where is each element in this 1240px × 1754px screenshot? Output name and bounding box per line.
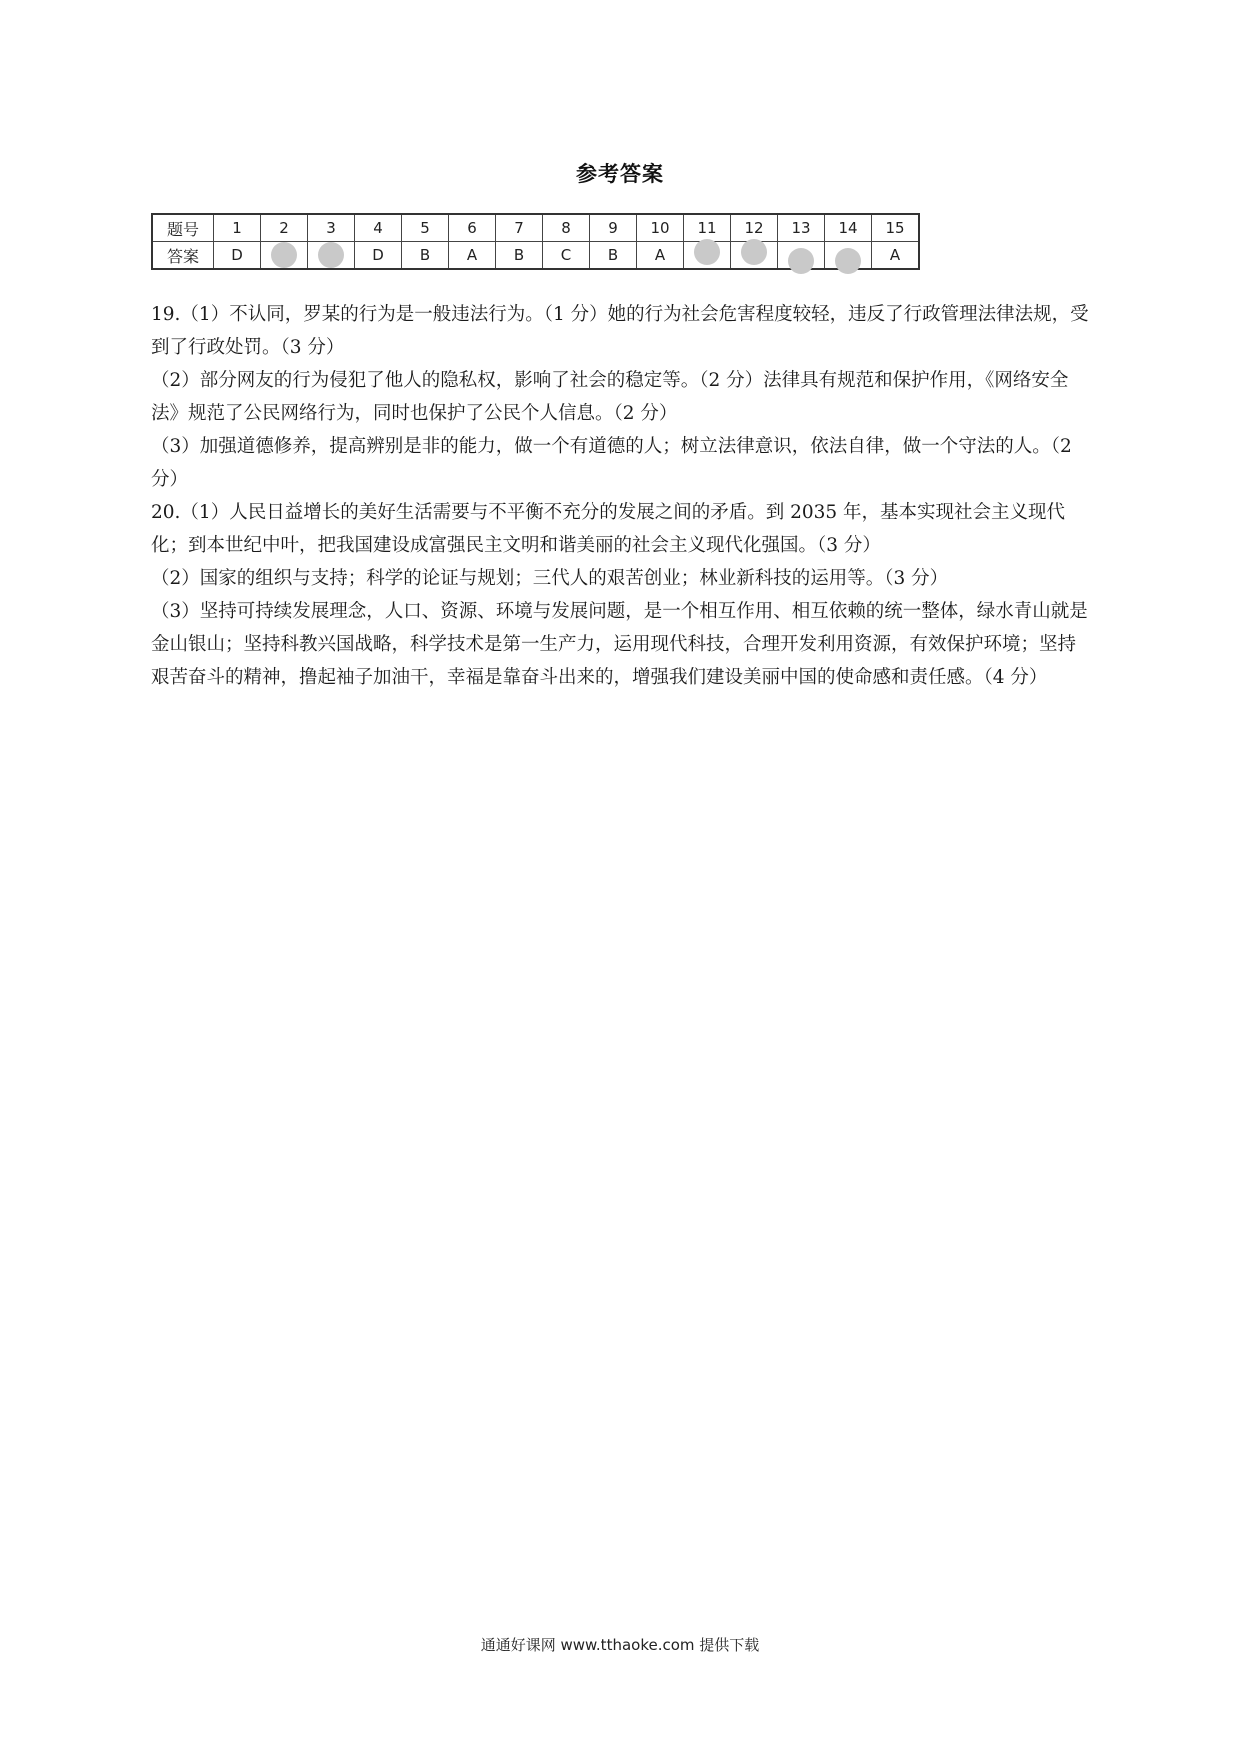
obscured-mark [318,242,344,268]
answer-cell-obscured [731,242,778,270]
question-number: 6 [449,214,496,242]
question-number-row [152,214,919,242]
row-label-number: 题号 [152,214,214,242]
answer-paragraph-19-3: （3）加强道德修养，提高辨别是非的能力，做一个有道德的人；树立法律意识，依法自律，做一个守法的人。（2 分） [151,436,1072,490]
question-number: 8 [543,214,590,242]
question-number: 4 [355,214,402,242]
obscured-mark [788,248,814,274]
answer-cell-obscured [308,242,355,270]
obscured-mark [694,239,720,265]
answer-content [151,298,1089,694]
answer-row [152,242,919,270]
answer-paragraph-20-3: （3）坚持可持续发展理念，人口、资源、环境与发展问题，是一个相互作用、相互依赖的统一整体，绿水青山就是金山银山；坚持科教兴国战略，科学技术是第一生产力，运用现代科技，合理开发利用资源，有效保护环境；坚持艰苦奋斗的精神，撸起袖子加油干，幸福是靠奋斗出来的，增强我们建设美丽中国的使命感和责任感。（4 分） [151,601,1088,688]
question-number: 1 [214,214,261,242]
page-title: 参考答案 [576,162,664,186]
question-number: 13 [778,214,825,242]
answer-cell: B [496,242,543,270]
answer-cell: B [402,242,449,270]
answer-cell: B [590,242,637,270]
answer-cell-obscured [684,242,731,270]
answer-cell-obscured [261,242,308,270]
obscured-mark [835,248,861,274]
question-number: 7 [496,214,543,242]
answer-paragraph-19-1: 19.（1）不认同，罗某的行为是一般违法行为。（1 分）她的行为社会危害程度较轻，违反了行政管理法律法规，受到了行政处罚。（3 分） [151,304,1089,358]
question-number: 3 [308,214,355,242]
answer-cell: D [355,242,402,270]
question-number: 11 [684,214,731,242]
question-number: 14 [825,214,872,242]
answer-cell: A [872,242,920,270]
question-number: 10 [637,214,684,242]
answer-paragraph-19-2: （2）部分网友的行为侵犯了他人的隐私权，影响了社会的稳定等。（2 分）法律具有规范和保护作用，《网络安全法》规范了公民网络行为，同时也保护了公民个人信息。（2 分） [151,370,1069,424]
answer-cell: C [543,242,590,270]
footer-source: 通通好课网 www.tthaoke.com 提供下载 [480,1636,760,1654]
answer-cell-obscured [825,242,872,270]
question-number: 15 [872,214,920,242]
question-number: 5 [402,214,449,242]
answer-cell: A [637,242,684,270]
answer-cell-obscured [778,242,825,270]
answer-cell: D [214,242,261,270]
answer-paragraph-20-2: （2）国家的组织与支持；科学的论证与规划；三代人的艰苦创业；林业新科技的运用等。（3 分） [151,568,949,589]
question-number: 2 [261,214,308,242]
answer-paragraph-20-1: 20.（1）人民日益增长的美好生活需要与不平衡不充分的发展之间的矛盾。到 2035 年，基本实现社会主义现代化；到本世纪中叶，把我国建设成富强民主文明和谐美丽的社会主义现代化强国。（3 分） [151,502,1066,556]
obscured-mark [271,242,297,268]
question-number: 9 [590,214,637,242]
row-label-answer: 答案 [152,242,214,270]
obscured-mark [741,239,767,265]
question-number: 12 [731,214,778,242]
answer-cell: A [449,242,496,270]
answer-table [151,213,920,270]
